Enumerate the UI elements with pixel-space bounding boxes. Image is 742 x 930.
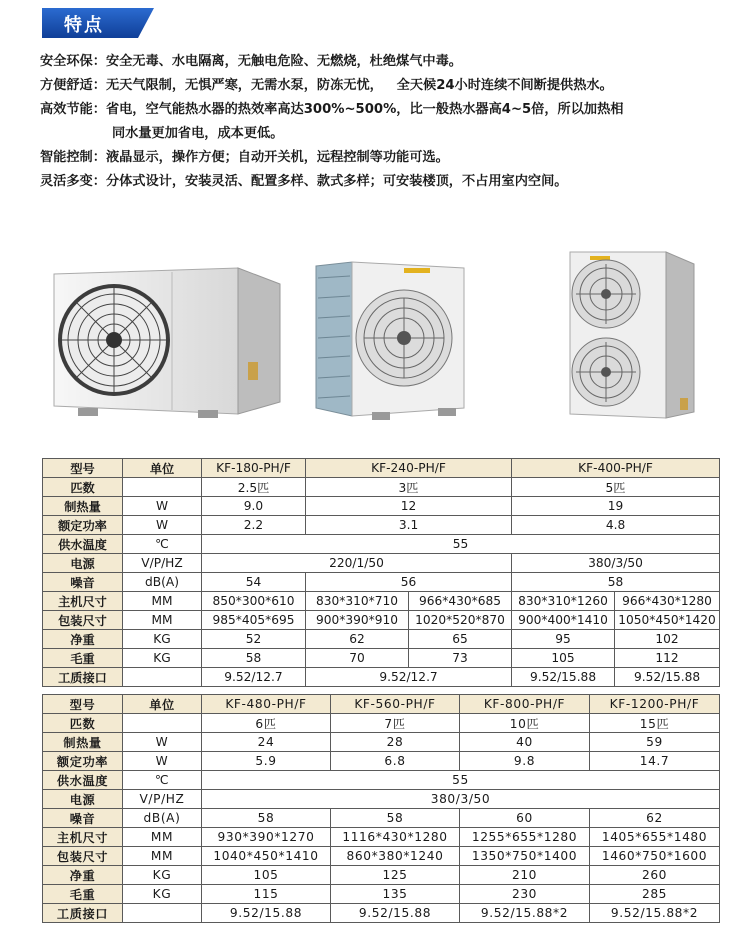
spec-table-large-models — [42, 694, 720, 923]
row-label: 供水温度 — [43, 535, 123, 554]
value-cell: 830*310*1260 — [512, 592, 615, 611]
row-label: 工质接口 — [43, 904, 123, 923]
heat-pump-unit-icon — [48, 262, 282, 422]
table-row — [43, 592, 720, 611]
unit-cell: MM — [123, 611, 202, 630]
value-cell: 2.2 — [202, 516, 306, 535]
value-cell: 900*390*910 — [306, 611, 409, 630]
value-cell: 9.0 — [202, 497, 306, 516]
feature-text: 无天气限制，无惧严寒，无需水泵，防冻无忧， 全天候24小时连续不间断提供热水。 — [105, 78, 613, 93]
feature-item — [40, 50, 730, 74]
value-cell: 58 — [202, 809, 331, 828]
value-cell: 5.9 — [202, 752, 331, 771]
value-cell: 1040*450*1410 — [202, 847, 331, 866]
row-label: 毛重 — [43, 885, 123, 904]
value-cell: 58 — [512, 573, 720, 592]
value-cell: 52 — [202, 630, 306, 649]
value-cell: 4.8 — [512, 516, 720, 535]
unit-cell: KG — [123, 866, 202, 885]
row-label: 电源 — [43, 790, 123, 809]
table-row — [43, 809, 720, 828]
row-label: 毛重 — [43, 649, 123, 668]
value-cell: 210 — [460, 866, 590, 885]
value-cell: 70 — [306, 649, 409, 668]
value-cell: 9.52/15.88*2 — [590, 904, 720, 923]
feature-label: 方便舒适： — [40, 78, 106, 93]
table-row — [43, 516, 720, 535]
row-label: 主机尺寸 — [43, 592, 123, 611]
value-cell: 135 — [331, 885, 460, 904]
table-row — [43, 611, 720, 630]
value-cell: 56 — [306, 573, 512, 592]
model-cell: KF-800-PH/F — [460, 695, 590, 714]
value-cell: 9.52/12.7 — [306, 668, 512, 687]
value-cell: 9.52/12.7 — [202, 668, 306, 687]
unit-cell: KG — [123, 630, 202, 649]
row-label: 匹数 — [43, 478, 123, 497]
value-cell: 102 — [615, 630, 720, 649]
table-header-row — [43, 459, 720, 478]
unit-cell: KG — [123, 885, 202, 904]
section-banner — [42, 8, 154, 38]
value-cell: 9.52/15.88 — [331, 904, 460, 923]
value-cell: 5匹 — [512, 478, 720, 497]
table-row — [43, 630, 720, 649]
value-cell: 15匹 — [590, 714, 720, 733]
value-cell: 230 — [460, 885, 590, 904]
table-row — [43, 847, 720, 866]
unit-cell: MM — [123, 592, 202, 611]
feature-label: 灵活多变： — [40, 174, 106, 189]
row-label: 额定功率 — [43, 752, 123, 771]
value-cell: 9.52/15.88 — [202, 904, 331, 923]
value-cell: 12 — [306, 497, 512, 516]
unit-cell: MM — [123, 828, 202, 847]
header-cell: 型号 — [43, 695, 123, 714]
value-cell: 985*405*695 — [202, 611, 306, 630]
spec-table-small-models — [42, 458, 720, 687]
unit-cell: KG — [123, 649, 202, 668]
feature-label: 智能控制： — [40, 150, 106, 165]
row-label: 供水温度 — [43, 771, 123, 790]
value-cell: 1405*655*1480 — [590, 828, 720, 847]
feature-text: 分体式设计，安装灵活、配置多样、款式多样；可安装楼顶，不占用室内空间。 — [105, 174, 568, 189]
unit-cell: ℃ — [123, 535, 202, 554]
product-photo-single-fan — [48, 262, 282, 422]
model-cell: KF-400-PH/F — [512, 459, 720, 478]
value-cell: 65 — [409, 630, 512, 649]
model-cell: KF-180-PH/F — [202, 459, 306, 478]
table-row — [43, 828, 720, 847]
row-label: 净重 — [43, 866, 123, 885]
value-cell: 95 — [512, 630, 615, 649]
heat-pump-unit-icon — [312, 258, 472, 422]
table-row — [43, 573, 720, 592]
unit-cell — [123, 904, 202, 923]
unit-cell: W — [123, 497, 202, 516]
feature-item — [40, 98, 730, 122]
value-cell: 73 — [409, 649, 512, 668]
table-row — [43, 554, 720, 573]
value-cell: 54 — [202, 573, 306, 592]
unit-cell: W — [123, 733, 202, 752]
table-row — [43, 668, 720, 687]
value-cell: 3匹 — [306, 478, 512, 497]
value-cell: 966*430*1280 — [615, 592, 720, 611]
unit-cell: dB(A) — [123, 573, 202, 592]
table-row — [43, 733, 720, 752]
value-cell: 850*300*610 — [202, 592, 306, 611]
value-cell: 1020*520*870 — [409, 611, 512, 630]
value-cell: 260 — [590, 866, 720, 885]
row-label: 包装尺寸 — [43, 611, 123, 630]
value-cell: 115 — [202, 885, 331, 904]
value-cell: 58 — [331, 809, 460, 828]
header-cell: 型号 — [43, 459, 123, 478]
model-cell: KF-1200-PH/F — [590, 695, 720, 714]
feature-text: 安全无毒、水电隔离，无触电危险、无燃烧，杜绝煤气中毒。 — [105, 54, 462, 69]
value-cell: 9.52/15.88*2 — [460, 904, 590, 923]
value-cell: 14.7 — [590, 752, 720, 771]
feature-item — [40, 170, 730, 194]
row-label: 主机尺寸 — [43, 828, 123, 847]
table-row — [43, 752, 720, 771]
value-cell: 6.8 — [331, 752, 460, 771]
value-cell: 9.52/15.88 — [512, 668, 615, 687]
value-cell: 40 — [460, 733, 590, 752]
value-cell: 19 — [512, 497, 720, 516]
value-cell: 62 — [306, 630, 409, 649]
row-label: 净重 — [43, 630, 123, 649]
model-cell: KF-560-PH/F — [331, 695, 460, 714]
value-cell: 9.52/15.88 — [615, 668, 720, 687]
table-header-row — [43, 695, 720, 714]
table-row — [43, 497, 720, 516]
product-photo-dual-fan — [566, 248, 698, 424]
value-cell: 966*430*685 — [409, 592, 512, 611]
table-row — [43, 885, 720, 904]
value-cell: 2.5匹 — [202, 478, 306, 497]
value-cell: 59 — [590, 733, 720, 752]
feature-item — [40, 122, 730, 146]
feature-item — [40, 146, 730, 170]
row-label: 包装尺寸 — [43, 847, 123, 866]
value-cell: 105 — [202, 866, 331, 885]
unit-cell — [123, 478, 202, 497]
value-cell: 1050*450*1420 — [615, 611, 720, 630]
value-cell: 55 — [202, 771, 720, 790]
value-cell: 380/3/50 — [202, 790, 720, 809]
feature-item — [40, 74, 730, 98]
feature-text: 省电，空气能热水器的热效率高达300%~500%，比一般热水器高4~5倍，所以加热相 — [105, 102, 624, 117]
value-cell: 380/3/50 — [512, 554, 720, 573]
value-cell: 62 — [590, 809, 720, 828]
feature-text: 液晶显示，操作方便；自动开关机，远程控制等功能可选。 — [105, 150, 449, 165]
value-cell: 28 — [331, 733, 460, 752]
row-label: 工质接口 — [43, 668, 123, 687]
unit-cell: ℃ — [123, 771, 202, 790]
value-cell: 7匹 — [331, 714, 460, 733]
value-cell: 24 — [202, 733, 331, 752]
unit-cell: V/P/HZ — [123, 790, 202, 809]
value-cell: 1460*750*1600 — [590, 847, 720, 866]
table-row — [43, 535, 720, 554]
unit-cell: W — [123, 516, 202, 535]
value-cell: 58 — [202, 649, 306, 668]
feature-list — [40, 50, 730, 194]
heat-pump-unit-icon — [566, 248, 698, 424]
value-cell: 1350*750*1400 — [460, 847, 590, 866]
value-cell: 900*400*1410 — [512, 611, 615, 630]
value-cell: 3.1 — [306, 516, 512, 535]
value-cell: 112 — [615, 649, 720, 668]
table-row — [43, 771, 720, 790]
value-cell: 285 — [590, 885, 720, 904]
row-label: 制热量 — [43, 497, 123, 516]
table-row — [43, 714, 720, 733]
unit-cell: MM — [123, 847, 202, 866]
row-label: 噪音 — [43, 573, 123, 592]
feature-text: 同水量更加省电，成本更低。 — [112, 126, 284, 141]
unit-cell: dB(A) — [123, 809, 202, 828]
value-cell: 6匹 — [202, 714, 331, 733]
value-cell: 125 — [331, 866, 460, 885]
model-cell: KF-480-PH/F — [202, 695, 331, 714]
table-row — [43, 478, 720, 497]
value-cell: 830*310*710 — [306, 592, 409, 611]
value-cell: 60 — [460, 809, 590, 828]
value-cell: 55 — [202, 535, 720, 554]
header-cell: 单位 — [123, 695, 202, 714]
feature-label: 安全环保： — [40, 54, 106, 69]
value-cell: 930*390*1270 — [202, 828, 331, 847]
table-row — [43, 790, 720, 809]
row-label: 匹数 — [43, 714, 123, 733]
model-cell: KF-240-PH/F — [306, 459, 512, 478]
section-title: 特点 — [64, 15, 104, 36]
table-row — [43, 649, 720, 668]
value-cell: 1116*430*1280 — [331, 828, 460, 847]
unit-cell: W — [123, 752, 202, 771]
unit-cell: V/P/HZ — [123, 554, 202, 573]
product-photo-side-coil — [312, 258, 472, 422]
table-row — [43, 866, 720, 885]
row-label: 噪音 — [43, 809, 123, 828]
value-cell: 860*380*1240 — [331, 847, 460, 866]
value-cell: 105 — [512, 649, 615, 668]
feature-label: 高效节能： — [40, 102, 106, 117]
value-cell: 10匹 — [460, 714, 590, 733]
header-cell: 单位 — [123, 459, 202, 478]
unit-cell — [123, 714, 202, 733]
value-cell: 9.8 — [460, 752, 590, 771]
value-cell: 220/1/50 — [202, 554, 512, 573]
row-label: 制热量 — [43, 733, 123, 752]
value-cell: 1255*655*1280 — [460, 828, 590, 847]
row-label: 额定功率 — [43, 516, 123, 535]
row-label: 电源 — [43, 554, 123, 573]
unit-cell — [123, 668, 202, 687]
table-row — [43, 904, 720, 923]
